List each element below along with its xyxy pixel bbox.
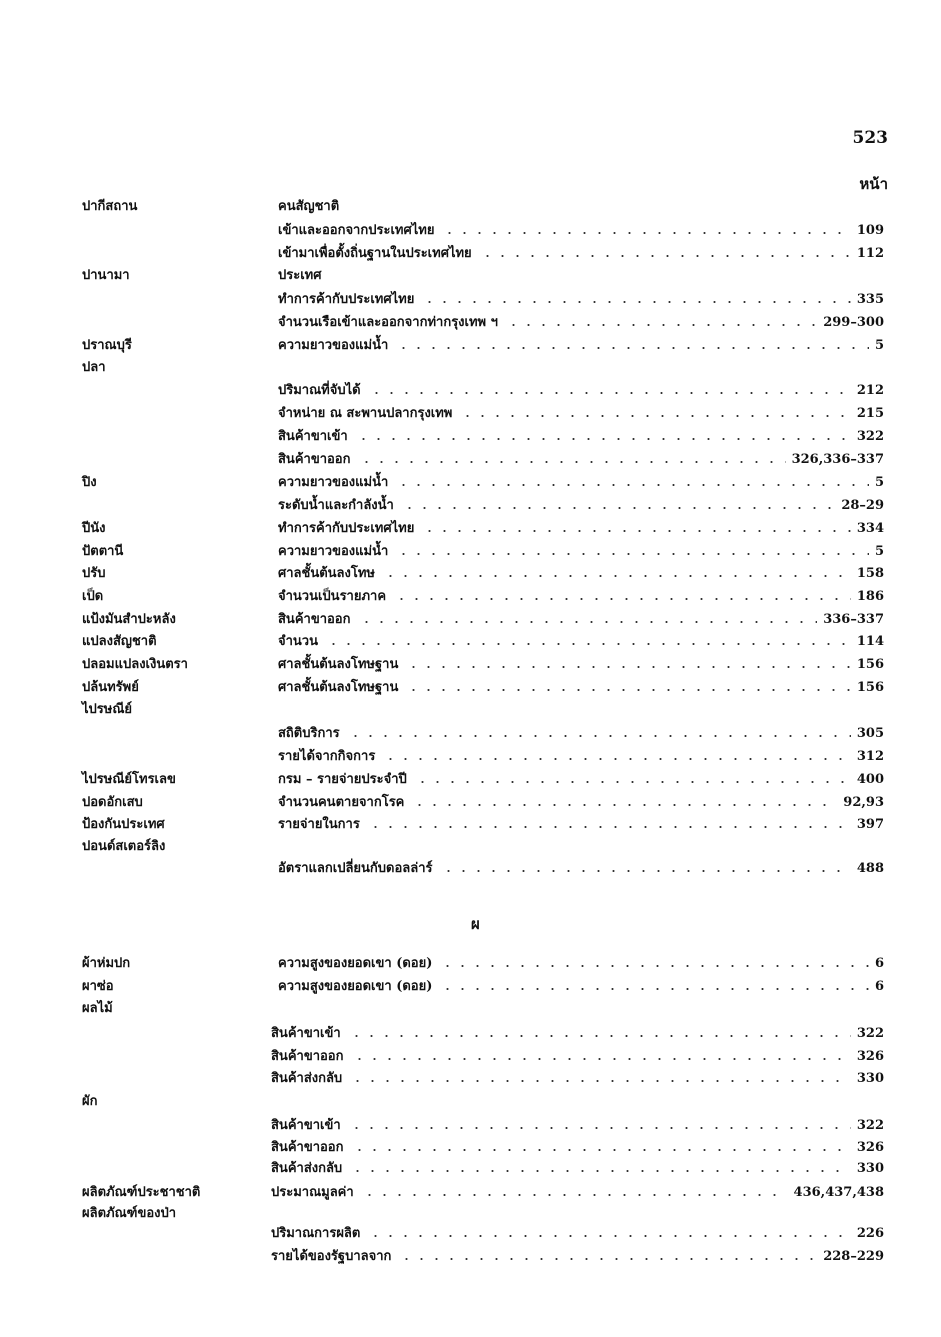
index-term: ผลิตภัณฑ์ประชาชาติ — [82, 1185, 201, 1200]
dot-leader — [326, 643, 851, 645]
index-entry — [0, 357, 941, 379]
dot-leader — [369, 392, 851, 394]
index-term: ปิง — [82, 475, 97, 490]
index-term: ปัตตานี — [82, 544, 124, 559]
index-entry — [0, 403, 941, 425]
index-entry — [0, 196, 941, 218]
index-term: ผลิตภัณฑ์ของป่า — [82, 1206, 177, 1221]
page-reference: 335 — [856, 292, 884, 307]
dot-leader — [422, 530, 851, 532]
index-subentry: จำหน่าย ณ สะพานปลากรุงเทพ — [278, 406, 453, 421]
index-entry — [0, 1203, 941, 1225]
index-term: ปรับ — [82, 566, 106, 581]
dot-leader — [348, 735, 851, 737]
page-reference: 158 — [856, 566, 884, 581]
dot-leader — [406, 666, 851, 668]
page-reference: 488 — [856, 861, 884, 876]
dot-leader — [440, 965, 869, 967]
index-subentry: ศาลชั้นต้นลงโทษฐาน — [278, 680, 399, 695]
page-reference: 330 — [856, 1071, 884, 1086]
index-term: ปล้นทรัพย์ — [82, 680, 139, 695]
page-reference: 215 — [856, 406, 884, 421]
index-subentry: รายได้จากกิจการ — [278, 749, 376, 764]
index-term: ผาซ่อ — [82, 979, 114, 994]
index-subentry: ความยาวของแม่น้ำ — [278, 475, 389, 490]
dot-leader — [356, 438, 851, 440]
dot-leader — [383, 758, 851, 760]
page-reference: 156 — [856, 680, 884, 695]
dot-leader — [349, 1127, 851, 1129]
index-entry — [0, 654, 941, 676]
page-reference: 114 — [856, 634, 884, 649]
index-entry — [0, 1091, 941, 1113]
index-subentry: ปริมาณที่จับได้ — [278, 383, 361, 398]
page-reference: 6 — [874, 979, 884, 994]
index-entry — [0, 586, 941, 608]
index-subentry: สินค้าขาออก — [278, 452, 351, 467]
dot-leader — [359, 621, 818, 623]
index-subentry: รายจ่ายในการ — [278, 817, 360, 832]
page-reference: 112 — [856, 246, 884, 261]
page-reference: 5 — [874, 338, 884, 353]
dot-leader — [441, 870, 851, 872]
page-reference: 397 — [856, 817, 884, 832]
page-reference: 334 — [856, 521, 884, 536]
index-term: ปานามา — [82, 268, 130, 283]
page-reference: 186 — [856, 589, 884, 604]
index-term: ปากีสถาน — [82, 199, 138, 214]
index-entry — [0, 1223, 941, 1245]
index-entry — [0, 769, 941, 791]
page-reference: 330 — [856, 1161, 884, 1176]
page-reference: 336–337 — [823, 612, 884, 627]
index-entry — [0, 699, 941, 721]
page-reference: 436,437,438 — [793, 1185, 884, 1200]
section-letter: ผ — [471, 915, 480, 933]
index-subentry: สินค้าขาเข้า — [271, 1026, 341, 1041]
index-entry — [0, 953, 941, 975]
page-reference: 299–300 — [823, 315, 884, 330]
index-subentry: ความยาวของแม่น้ำ — [278, 544, 389, 559]
index-entry — [0, 243, 941, 265]
index-subentry: จำนวนคนตายจากโรค — [278, 795, 405, 810]
index-entry — [0, 541, 941, 563]
index-subentry: สินค้าขาเข้า — [271, 1118, 341, 1133]
index-entry — [0, 976, 941, 998]
index-subentry: สินค้าขาออก — [271, 1049, 344, 1064]
index-entry — [0, 746, 941, 768]
page-reference: 322 — [856, 1026, 884, 1041]
index-subentry: ศาลชั้นต้นลงโทษฐาน — [278, 657, 399, 672]
dot-leader — [352, 1149, 851, 1151]
index-term: ปีนัง — [82, 521, 106, 536]
index-subentry: รายได้ของรัฐบาลจาก — [271, 1249, 392, 1264]
page-reference: 156 — [856, 657, 884, 672]
page-reference: 322 — [856, 1118, 884, 1133]
index-entry — [0, 265, 941, 287]
index-subentry: จำนวนเรือเข้าและออกจากท่ากรุงเทพ ฯ — [278, 315, 498, 330]
index-entry — [0, 335, 941, 357]
index-term: ปอดอักเสบ — [82, 795, 143, 810]
index-entry — [0, 723, 941, 745]
index-entry — [0, 1182, 941, 1204]
index-subentry: สินค้าขาออก — [278, 612, 351, 627]
dot-leader — [406, 689, 851, 691]
dot-leader — [422, 301, 851, 303]
index-subentry: อัตราแลกเปลี่ยนกับดอลล่าร์ — [278, 861, 433, 876]
index-entry — [0, 449, 941, 471]
page-reference: 326,336–337 — [791, 452, 884, 467]
dot-leader — [350, 1080, 851, 1082]
index-entry — [0, 1158, 941, 1180]
page-reference: 92,93 — [843, 795, 884, 810]
index-term: ป้องกันประเทศ — [82, 817, 165, 832]
index-entry — [0, 1046, 941, 1068]
page-reference: 400 — [856, 772, 884, 787]
index-entry — [0, 814, 941, 836]
index-entry — [0, 1246, 941, 1268]
page-reference: 312 — [856, 749, 884, 764]
index-entry — [0, 289, 941, 311]
index-entry — [0, 472, 941, 494]
dot-leader — [359, 461, 786, 463]
index-subentry: ประมาณมูลค่า — [271, 1185, 354, 1200]
index-entry — [0, 998, 941, 1020]
index-entry — [0, 858, 941, 880]
index-entry — [0, 1115, 941, 1137]
page-reference: 305 — [856, 726, 884, 741]
dot-leader — [440, 988, 869, 990]
index-entry — [0, 677, 941, 699]
index-subentry: สินค้าขาออก — [271, 1140, 344, 1155]
index-entry — [0, 380, 941, 402]
dot-leader — [368, 826, 851, 828]
page-reference: 6 — [874, 956, 884, 971]
index-subentry: ทำการค้ากับประเทศไทย — [278, 292, 415, 307]
index-subentry: ทำการค้ากับประเทศไทย — [278, 521, 415, 536]
index-subentry: เข้าและออกจากประเทศไทย — [278, 223, 435, 238]
index-subentry: สินค้าส่งกลับ — [271, 1161, 343, 1176]
index-term: ผ้าห่มปก — [82, 956, 131, 971]
page-reference: 5 — [874, 475, 884, 490]
page-reference: 212 — [856, 383, 884, 398]
page-reference: 109 — [856, 223, 884, 238]
page-number: 523 — [852, 128, 888, 148]
dot-leader — [460, 415, 850, 417]
index-subentry: สินค้าขาเข้า — [278, 429, 348, 444]
index-term: ปลา — [82, 360, 106, 375]
index-term: ไปรษณีย์โทรเลข — [82, 772, 176, 787]
dot-leader — [349, 1035, 851, 1037]
index-subentry: สถิติบริการ — [278, 726, 340, 741]
dot-leader — [352, 1058, 851, 1060]
index-subentry: ประเทศ — [278, 268, 322, 283]
dot-leader — [402, 507, 835, 509]
page-reference: 226 — [856, 1226, 884, 1241]
index-entry — [0, 1068, 941, 1090]
dot-leader — [396, 484, 869, 486]
dot-leader — [442, 232, 850, 234]
dot-leader — [383, 575, 851, 577]
index-term: ผัก — [82, 1094, 98, 1109]
dot-leader — [368, 1235, 851, 1237]
index-subentry: กรม – รายจ่ายประจำปี — [278, 772, 407, 787]
dot-leader — [480, 255, 851, 257]
dot-leader — [396, 347, 869, 349]
index-entry — [0, 631, 941, 653]
dot-leader — [362, 1194, 788, 1196]
index-subentry: ความยาวของแม่น้ำ — [278, 338, 389, 353]
index-subentry: ระดับน้ำและกำลังน้ำ — [278, 498, 394, 513]
page-reference: 28–29 — [841, 498, 884, 513]
index-term: ผลไม้ — [82, 1001, 113, 1016]
index-entry — [0, 220, 941, 242]
index-subentry: จำนวนเป็นรายภาค — [278, 589, 387, 604]
index-entry — [0, 609, 941, 631]
index-entry — [0, 563, 941, 585]
dot-leader — [415, 781, 851, 783]
index-term: ปอนด์สเตอร์ลิง — [82, 839, 166, 854]
dot-leader — [396, 553, 869, 555]
dot-leader — [412, 804, 837, 806]
index-entry — [0, 518, 941, 540]
page-reference: 322 — [856, 429, 884, 444]
index-subentry: สินค้าส่งกลับ — [271, 1071, 343, 1086]
index-subentry: เข้ามาเพื่อตั้งถิ่นฐานในประเทศไทย — [278, 246, 472, 261]
index-subentry: ความสูงของยอดเขา (ดอย) — [278, 956, 433, 971]
page-column-header: หน้า — [859, 175, 888, 193]
index-subentry: จำนวน — [278, 634, 318, 649]
index-term: แปลงสัญชาติ — [82, 634, 157, 649]
dot-leader — [394, 598, 851, 600]
index-subentry: ปริมาณการผลิต — [271, 1226, 361, 1241]
index-entry — [0, 792, 941, 814]
index-term: ปลอมแปลงเงินตรา — [82, 657, 188, 672]
dot-leader — [506, 324, 817, 326]
index-entry — [0, 312, 941, 334]
index-subentry: คนสัญชาติ — [278, 199, 340, 214]
dot-leader — [399, 1258, 817, 1260]
index-term: เป็ด — [82, 589, 104, 604]
page-reference: 326 — [856, 1140, 884, 1155]
index-subentry: ความสูงของยอดเขา (ดอย) — [278, 979, 433, 994]
index-entry — [0, 426, 941, 448]
page-reference: 5 — [874, 544, 884, 559]
index-term: แป้งมันสำปะหลัง — [82, 612, 176, 627]
index-entry — [0, 836, 941, 858]
index-entry — [0, 495, 941, 517]
index-entry — [0, 1137, 941, 1159]
index-term: ไปรษณีย์ — [82, 702, 133, 717]
page-reference: 228–229 — [823, 1249, 884, 1264]
page-reference: 326 — [856, 1049, 884, 1064]
index-term: ปราณบุรี — [82, 338, 132, 353]
dot-leader — [350, 1170, 851, 1172]
index-subentry: ศาลชั้นต้นลงโทษ — [278, 566, 375, 581]
index-entry — [0, 1023, 941, 1045]
